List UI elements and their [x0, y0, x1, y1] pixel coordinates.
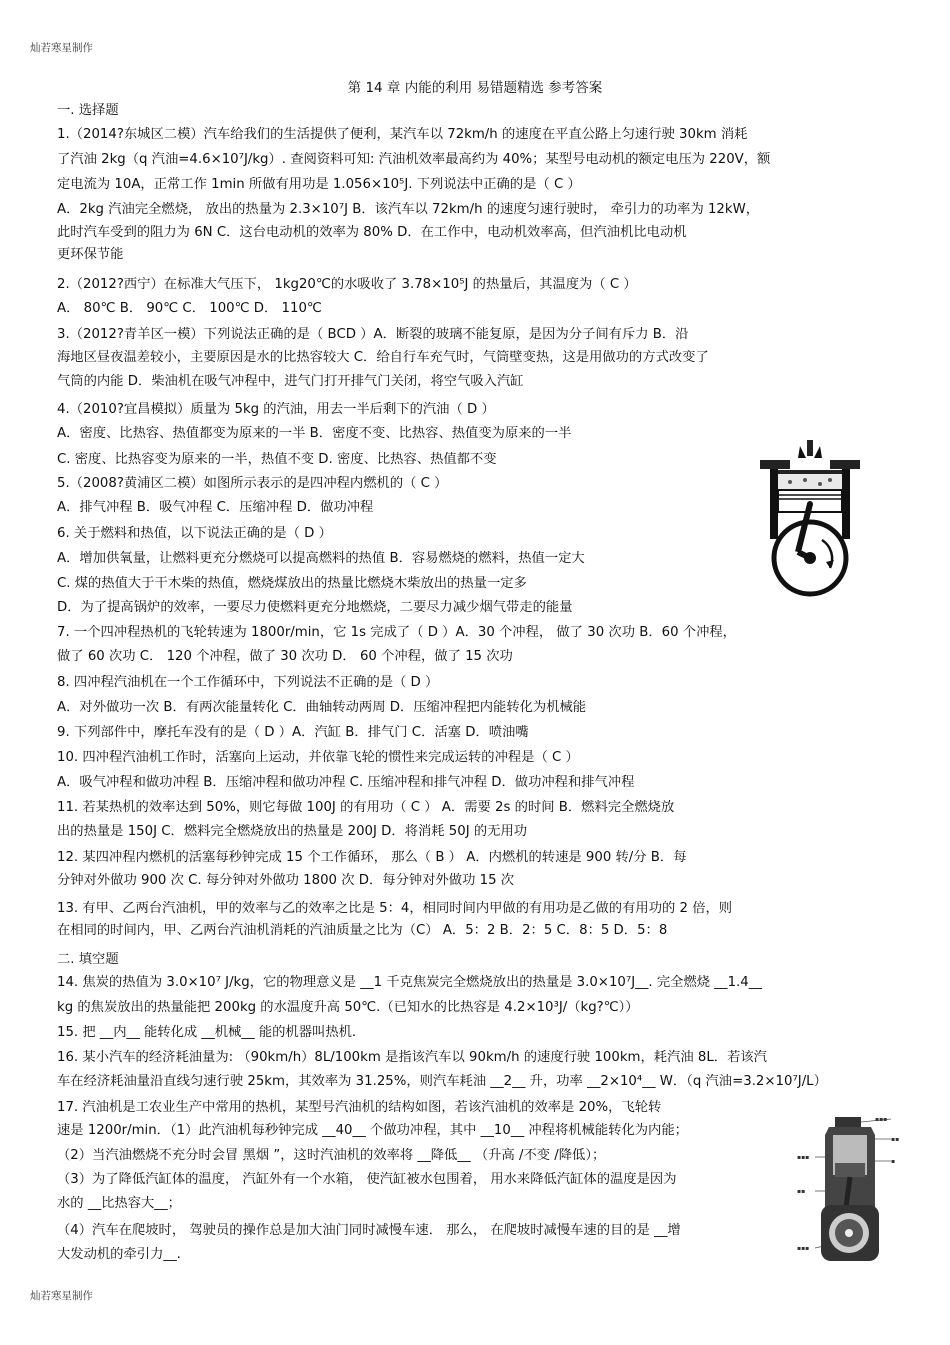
text-line: 16. 某小汽车的经济耗油量为: （90km/h）8L/100km 是指该汽车以 90km/h 的速度行驶 100km，耗汽油 8L．若该汽: [57, 1050, 767, 1065]
section-heading-choice: 一. 选择题: [57, 103, 119, 118]
section-heading-fill: 二. 填空题: [57, 952, 119, 967]
text-line: 7. 一个四冲程热机的飞轮转速为 1800r/min，它 1s 完成了（ D ）A．30 个冲程， 做了 30 次功 B．60 个冲程，: [57, 625, 736, 640]
text-line: 1.（2014?东城区二模）汽车给我们的生活提供了便利，某汽车以 72km/h 的速度在平直公路上匀速行驶 30km 消耗: [57, 127, 748, 142]
text-line: 3.（2012?青羊区一模）下列说法正确的是（ BCD ）A．断裂的玻璃不能复原，是因为分子间有斥力 B．沿: [57, 327, 689, 342]
text-line: 做了 60 次功 C． 120 个冲程，做了 30 次功 D． 60 个冲程，做了 15 次功: [57, 649, 513, 664]
text-line: C. 密度、比热容变为原来的一半，热值不变 D. 密度、比热容、热值都不变: [57, 452, 497, 467]
watermark-bottom: 灿若寒星制作: [30, 1290, 93, 1302]
text-line: kg 的焦炭放出的热量能把 200kg 的水温度升高 50℃.（已知水的比热容是 4.2×10³J/（kg?℃））: [57, 1000, 639, 1015]
text-line: 8. 四冲程汽油机在一个工作循环中，下列说法不正确的是（ D ）: [57, 675, 439, 690]
text-line: C. 煤的热值大于干木柴的热值，燃烧煤放出的热量比燃烧木柴放出的热量一定多: [57, 576, 527, 591]
text-line: 10. 四冲程汽油机工作时，活塞向上运动，并依靠飞轮的惯性来完成运转的冲程是（ C ）: [57, 750, 579, 765]
text-line: 13. 有甲、乙两台汽油机，甲的效率与乙的效率之比是 5：4，相同时间内甲做的有用功是乙做的有用功的 2 倍，则: [57, 901, 733, 916]
text-line: 更环保节能: [57, 247, 124, 262]
text-line: 17. 汽油机是工农业生产中常用的热机，某型号汽油机的结构如图，若该汽油机的效率是 20%，飞轮转: [57, 1100, 662, 1115]
text-line: A．对外做功一次 B．有两次能量转化 C．曲轴转动两周 D．压缩冲程把内能转化为机械能: [57, 700, 587, 715]
text-line: 气筒的内能 D．柴油机在吸气冲程中，进气门打开排气门关闭，将空气吸入汽缸: [57, 374, 524, 389]
text-line: 分钟对外做功 900 次 C. 每分钟对外做功 1800 次 D．每分钟对外做功 15 次: [57, 873, 515, 888]
text-line: 11. 若某热机的效率达到 50%，则它每做 100J 的有用功（ C ） A．需要 2s 的时间 B．燃料完全燃烧放: [57, 800, 675, 815]
text-line: A．增加供氧量，让燃料更充分燃烧可以提高燃料的热值 B．容易燃烧的燃料，热值一定大: [57, 551, 585, 566]
text-line: （3）为了降低汽缸体的温度， 汽缸外有一个水箱， 使汽缸被水包围着， 用水来降低汽缸体的温度是因为: [57, 1172, 677, 1187]
svg-text:▪▪▪: ▪▪▪: [797, 1154, 810, 1161]
text-line: 2.（2012?西宁）在标准大气压下， 1kg20℃的水吸收了 3.78×10⁵J 的热量后，其温度为（ C ）: [57, 277, 637, 292]
text-line: 4.（2010?宜昌模拟）质量为 5kg 的汽油，用去一半后剩下的汽油（ D ）: [57, 402, 495, 417]
svg-text:▪: ▪: [891, 1158, 896, 1165]
text-line: 速是 1200r/min．（1）此汽油机每秒钟完成 __40__ 个做功冲程，其中 __10__ 冲程将机械能转化为内能；: [57, 1123, 688, 1138]
text-line: 14. 焦炭的热值为 3.0×10⁷ J/kg，它的物理意义是 __1 千克焦炭完全燃烧放出的热量是 3.0×10⁷J__. 完全燃烧 __1.4__: [57, 975, 763, 990]
text-line: A．排气冲程 B．吸气冲程 C．压缩冲程 D．做功冲程: [57, 500, 374, 515]
text-line: （2）当汽油燃烧不充分时会冒 黑烟 ”，这时汽油机的效率将 __降低__ （升高 /不变 /降低）；: [57, 1148, 606, 1163]
text-line: 此时汽车受到的阻力为 6N C．这台电动机的效率为 80% D．在工作中，电动机效率高，但汽油机比电动机: [57, 225, 687, 240]
text-line: 了汽油 2kg（q 汽油=4.6×10⁷J/kg）. 查阅资料可知: 汽油机效率最高约为 40%；某型号电动机的额定电压为 220V，额: [57, 152, 771, 167]
text-line: 出的热量是 150J C．燃料完全燃烧放出的热量是 200J D．将消耗 50J 的无用功: [57, 824, 528, 839]
page-title: 第 14 章 内能的利用 易错题精选 参考答案: [347, 80, 603, 96]
text-line: 水的 __比热容大__；: [57, 1196, 181, 1211]
text-line: 车在经济耗油量沿直线匀速行驶 25km，其效率为 31.25%，则汽车耗油 __2__ 升，功率 __2×10⁴__ W．（q 汽油=3.2×10⁷J/L）: [57, 1074, 827, 1089]
text-line: 12. 某四冲程内燃机的活塞每秒钟完成 15 个工作循环， 那么（ B ） A．内燃机的转速是 900 转/分 B．每: [57, 850, 687, 865]
text-line: 9. 下列部件中，摩托车没有的是（ D ）A．汽缸 B．排气门 C．活塞 D．喷油嘴: [57, 725, 529, 740]
text-line: （4）汽车在爬坡时， 驾驶员的操作总是加大油门同时减慢车速． 那么， 在爬坡时减慢车速的目的是 __增: [57, 1223, 681, 1238]
text-line: A． 80℃ B． 90℃ C． 100℃ D． 110℃: [57, 301, 322, 316]
text-line: 海地区昼夜温差较小，主要原因是水的比热容较大 C．给自行车充气时，气筒壁变热，这是用做功的方式改变了: [57, 350, 709, 365]
watermark-top: 灿若寒星制作: [30, 42, 93, 54]
svg-text:▪▪: ▪▪: [797, 1188, 806, 1195]
text-line: 5.（2008?黄浦区二模）如图所示表示的是四冲程内燃机的（ C ）: [57, 476, 448, 491]
text-line: A．2kg 汽油完全燃烧， 放出的热量为 2.3×10⁷J B．该汽车以 72km/h 的速度匀速行驶时， 牵引力的功率为 12kW，: [57, 202, 760, 217]
text-line: A．吸气冲程和做功冲程 B．压缩冲程和做功冲程 C. 压缩冲程和排气冲程 D．做功冲程和排气冲程: [57, 775, 635, 790]
text-line: 15. 把 __内__ 能转化成 __机械__ 能的机器叫热机.: [57, 1025, 357, 1040]
text-line: 定电流为 10A，正常工作 1min 所做有用功是 1.056×10⁵J. 下列说法中正确的是（ C ）: [57, 177, 581, 192]
svg-text:▪▪: ▪▪: [891, 1136, 900, 1143]
text-line: 大发动机的牵引力__.: [57, 1247, 181, 1262]
text-line: D．为了提高锅炉的效率，一要尽力使燃料更充分地燃烧，二要尽力减少烟气带走的能量: [57, 600, 573, 615]
text-line: A．密度、比热容、热值都变为原来的一半 B．密度不变、比热容、热值变为原来的一半: [57, 426, 572, 441]
text-line: 6. 关于燃料和热值，以下说法正确的是（ D ）: [57, 526, 332, 541]
gasoline-engine-structure-figure: [795, 1113, 905, 1265]
svg-text:▪▪▪: ▪▪▪: [875, 1116, 888, 1123]
engine-cylinder-figure: [760, 440, 860, 602]
svg-text:▪▪▪: ▪▪▪: [797, 1245, 810, 1252]
text-line: 在相同的时间内，甲、乙两台汽油机消耗的汽油质量之比为（C） A．5：2 B．2：5 C．8：5 D．5：8: [57, 923, 668, 938]
